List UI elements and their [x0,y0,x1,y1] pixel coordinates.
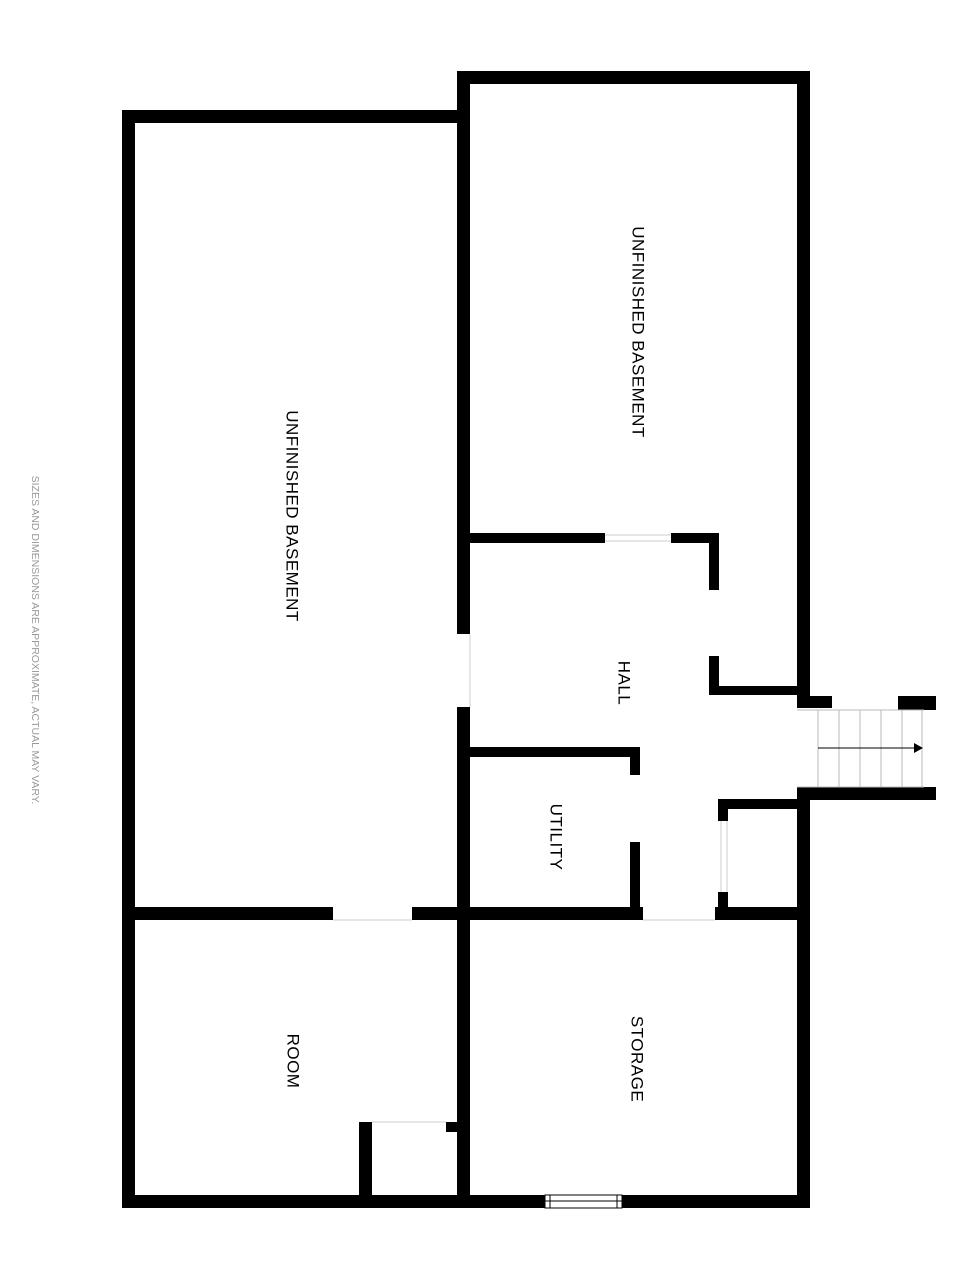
interior-walls [122,71,810,1208]
stair-direction-arrow-icon [818,743,923,753]
label-unfinished-basement-right: UNFINISHED BASEMENT [628,226,648,438]
window [545,1195,622,1208]
label-utility: UTILITY [546,803,566,871]
door-openings [333,535,727,1122]
label-hall: HALL [614,660,634,706]
label-storage: STORAGE [627,1015,647,1103]
label-unfinished-basement-left: UNFINISHED BASEMENT [282,410,302,622]
label-room: ROOM [283,1033,303,1089]
disclaimer-text: SIZES AND DIMENSIONS ARE APPROXIMATE, ACTUAL MAY VARY. [29,475,42,805]
staircase [797,696,936,800]
